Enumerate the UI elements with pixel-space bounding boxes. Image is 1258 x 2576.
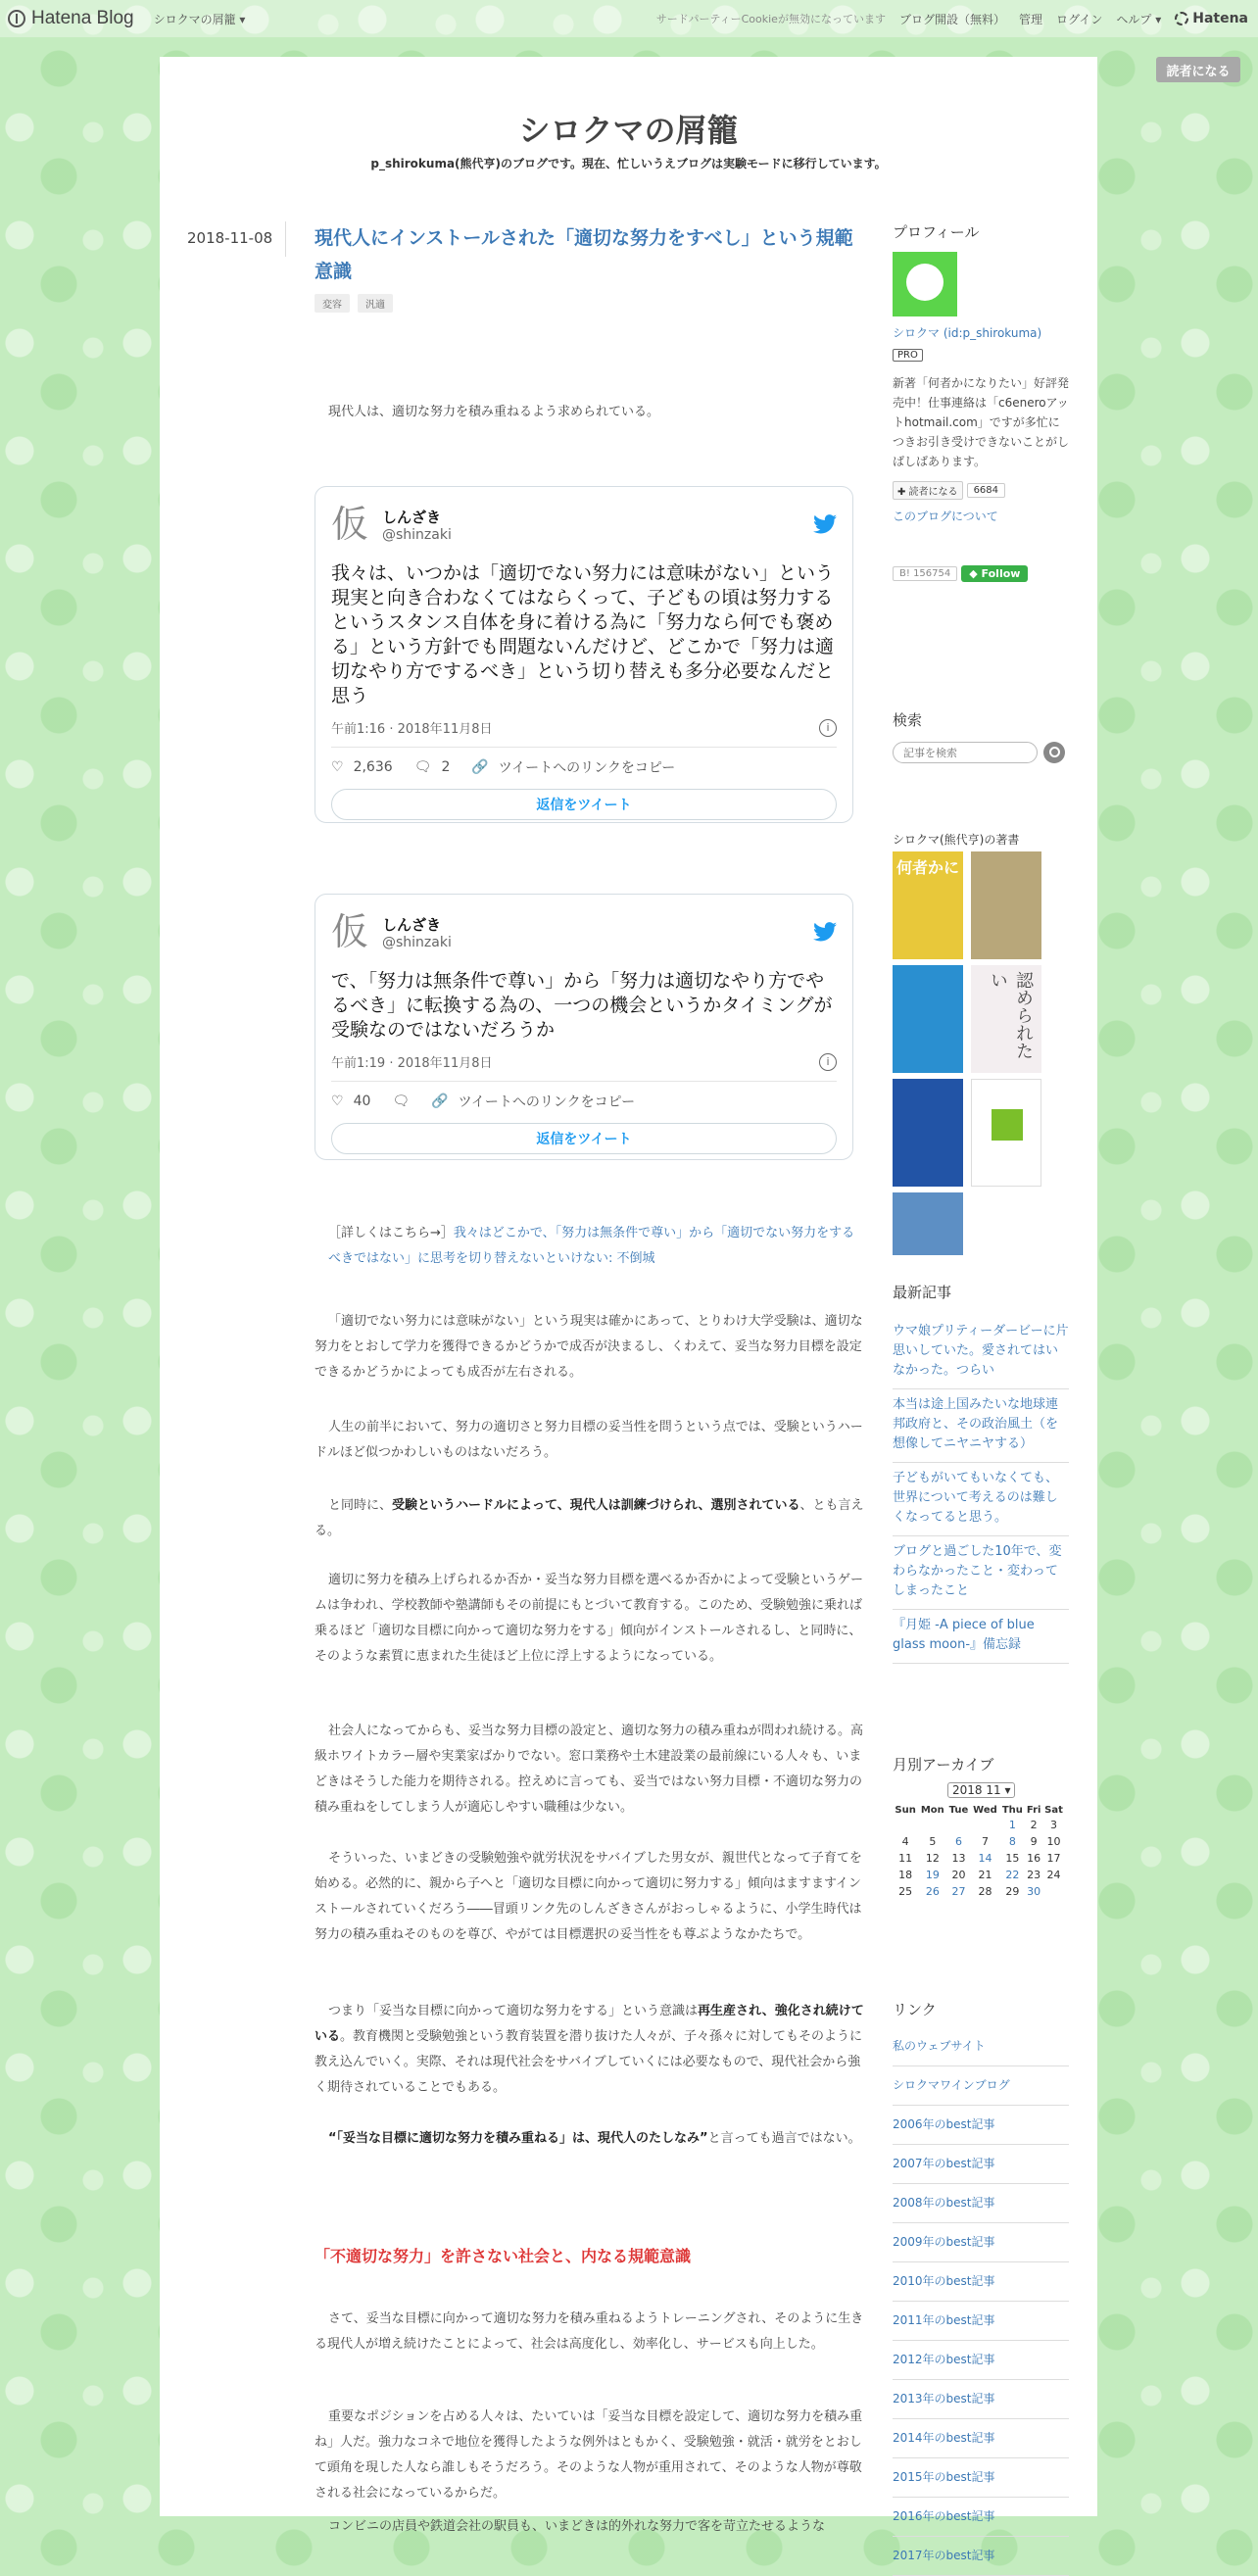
calendar-day: 4 xyxy=(901,1835,909,1848)
tweet-timestamp[interactable]: 午前1:16 · 2018年11月8日 xyxy=(331,722,493,737)
heart-icon: ♡ xyxy=(331,759,344,775)
hatena-icon xyxy=(1175,12,1188,25)
calendar-day-link[interactable]: 19 xyxy=(925,1869,940,1881)
tweet-author-name[interactable]: しんざき xyxy=(382,508,442,526)
section-heading: 「不適切な努力」を許さない社会と、内なる規範意識 xyxy=(314,2247,692,2265)
hatena-label: Hatena xyxy=(1192,11,1248,26)
recent-entry-link[interactable]: ブログと過ごした10年で、変わらなかったこと・変わってしまったこと xyxy=(893,1544,1062,1598)
calendar-day xyxy=(970,1817,999,1833)
tweet-avatar[interactable]: 仮 xyxy=(331,910,369,953)
calendar-day xyxy=(918,1817,946,1833)
emphasis-text: “「妥当な目標に適切な努力を積み重ねる」は、現代人のたしなみ” xyxy=(328,2131,708,2146)
book-cover[interactable] xyxy=(893,1192,963,1255)
calendar-day-link[interactable]: 26 xyxy=(925,1885,940,1898)
calendar-day xyxy=(893,1817,918,1833)
profile-module xyxy=(893,221,1069,582)
calendar-day: 15 xyxy=(1005,1852,1020,1865)
body-paragraph xyxy=(314,2126,865,2152)
calendar-day xyxy=(1042,1883,1065,1900)
weekday-header: Sat xyxy=(1044,1805,1063,1816)
open-blog-link[interactable]: ブログ開設（無料） xyxy=(898,12,1005,26)
entry-categories xyxy=(314,294,865,313)
tweet-timestamp[interactable]: 午前1:19 · 2018年11月8日 xyxy=(331,1056,493,1071)
book-cover[interactable] xyxy=(971,1079,1041,1187)
entry-title[interactable]: 現代人にインストールされた「適切な努力をすべし」という規範意識 xyxy=(314,227,853,282)
text-run: と同時に、 xyxy=(328,1498,393,1513)
month-select[interactable]: 2018 11 ▾ xyxy=(947,1782,1015,1798)
sidebar-link[interactable]: 2017年のbest記事 xyxy=(893,2549,995,2562)
weekday-header: Tue xyxy=(948,1805,969,1816)
recent-entry-link[interactable]: 子どもがいてもいなくても、世界について考えるのは難しくなってると思う。 xyxy=(893,1471,1059,1525)
sidebar-link[interactable]: 2011年のbest記事 xyxy=(893,2313,995,2327)
entry-date[interactable]: 2018-11-08 xyxy=(187,229,273,247)
calendar-day: 10 xyxy=(1046,1835,1061,1848)
calendar-day-link[interactable]: 14 xyxy=(978,1852,992,1865)
list-item xyxy=(893,2145,1069,2184)
heart-icon: ♡ xyxy=(331,1094,344,1109)
list-item xyxy=(893,2262,1069,2302)
book-cover[interactable]: 認められたい xyxy=(971,965,1041,1073)
calendar-day: 7 xyxy=(981,1835,989,1848)
pro-badge[interactable]: PRO xyxy=(893,349,923,362)
calendar-day-link[interactable]: 30 xyxy=(1027,1885,1041,1898)
recent-entry-link[interactable]: 本当は途上国みたいな地球連邦政府と、その政治風土（を想像してニヤニヤする） xyxy=(893,1397,1059,1451)
tweet-text: で、「努力は無条件で尊い」から「努力は適切なやり方でやるべき」に転換する為の、一つの機会というかタイミングが受験なのではないだろうか xyxy=(331,970,833,1041)
calendar-day: 18 xyxy=(898,1869,913,1881)
sidebar-link[interactable]: 2006年のbest記事 xyxy=(893,2117,995,2131)
tweet-text: 我々は、いつかは「適切でない努力には意味がない」という現実と向き合わなくてはならくって、子どもの頃は努力するというスタンス自体を身に着ける為に「努力なら何でも褒める」という方針でも問題ないんだけど、どこかで「努力は適切なやり方でするべき」という切り替えも多分必要なんだと思う xyxy=(331,562,835,706)
twitter-bird-icon[interactable] xyxy=(813,514,837,534)
date-divider xyxy=(285,221,286,257)
archive-calendar xyxy=(893,1804,1065,1900)
reply-action[interactable] xyxy=(392,1094,410,1109)
subscriber-count: 6684 xyxy=(967,483,1005,498)
search-module xyxy=(893,709,1069,763)
list-item xyxy=(893,2066,1069,2106)
tweet-author-handle[interactable]: @shinzaki xyxy=(382,934,452,950)
sidebar-link[interactable]: 2016年のbest記事 xyxy=(893,2509,995,2523)
list-item xyxy=(893,2419,1069,2458)
profile-id-link[interactable]: シロクマ (id:p_shirokuma) xyxy=(893,326,1042,340)
like-count: 40 xyxy=(353,1094,371,1109)
calendar-day: 23 xyxy=(1027,1869,1041,1881)
calendar-day: 9 xyxy=(1030,1835,1038,1848)
book-cover[interactable]: 何者かに xyxy=(893,851,963,959)
embedded-tweet xyxy=(314,486,853,823)
calendar-day: 20 xyxy=(951,1869,966,1881)
search-icon[interactable] xyxy=(1043,742,1065,763)
module-title: 最新記事 xyxy=(893,1284,952,1301)
archive-module xyxy=(893,1754,1069,1900)
info-icon[interactable]: i xyxy=(819,1053,837,1071)
twitter-bird-icon[interactable] xyxy=(813,922,837,942)
sidebar-link[interactable]: シロクマワインブログ xyxy=(893,2078,1010,2092)
list-item xyxy=(893,2380,1069,2419)
calendar-day: 28 xyxy=(978,1885,992,1898)
list-item xyxy=(893,2302,1069,2341)
copy-link-action[interactable] xyxy=(431,1092,635,1111)
body-paragraph xyxy=(314,1493,865,1544)
book-cover[interactable] xyxy=(893,1079,963,1187)
embedded-tweet xyxy=(314,894,853,1160)
list-item xyxy=(893,1389,1069,1463)
book-cover[interactable] xyxy=(893,965,963,1073)
feedly-icon: ◆ xyxy=(969,567,982,580)
text-run: 。教育機関と受験勉強という教育装置を潜り抜けた人々が、子々孫々に対してもそのように教え込んでいく。実際、それは現代社会をサバイブしていくには必要なもので、現代社会から強く期待されていることでもある。 xyxy=(314,2029,863,2095)
list-item xyxy=(893,2184,1069,2223)
hatebu-count[interactable]: B! 156754 xyxy=(893,566,957,581)
body-paragraph: さて、妥当な目標に向かって適切な努力を積み重ねるようトレーニングされ、そのように生きる現代人が増え続けたことによって、社会は高度化し、効率化し、サービスも向上した。 xyxy=(314,2311,864,2352)
hatebu-number: 156754 xyxy=(913,568,951,579)
calendar-day-link[interactable]: 8 xyxy=(1008,1835,1016,1848)
list-item xyxy=(893,2223,1069,2262)
comment-icon: 🗨 xyxy=(392,1094,411,1109)
tweet-author-handle[interactable]: @shinzaki xyxy=(382,526,452,543)
brand-name: Hatena Blog xyxy=(31,8,134,28)
tweet-avatar[interactable]: 仮 xyxy=(331,503,369,546)
recent-entries-module xyxy=(893,1282,1069,1664)
body-paragraph: 「適切でない努力には意味がない」という現実は確かにあって、とりわけ大学受験は、適切な努力をとおして学力を獲得できるかどうかで成否が決まるし、くわえて、妥当な努力目標を設定できるかどうかによっても成否が左右される。 xyxy=(314,1314,863,1380)
weekday-header: Fri xyxy=(1026,1805,1041,1816)
module-title: シロクマ(熊代亨)の著書 xyxy=(893,833,1020,847)
list-item xyxy=(893,2498,1069,2537)
follow-label: Follow xyxy=(981,567,1021,580)
comment-icon: 🗨 xyxy=(413,759,432,775)
emphasis-text: 再生産され、強化され続けている xyxy=(314,2004,864,2044)
admin-link[interactable]: 管理 xyxy=(1018,12,1042,26)
calendar-day: 16 xyxy=(1027,1852,1041,1865)
source-article-link[interactable]: 我々はどこかで、「努力は無条件で尊い」から「適切でない努力をするべきではない」に思考を切り替えないといけない: 不倒城 xyxy=(328,1226,855,1266)
copy-link-action[interactable] xyxy=(471,757,675,777)
reply-tweet-button[interactable]: 返信をツイート xyxy=(331,1123,837,1154)
like-action[interactable] xyxy=(331,1094,370,1109)
profile-bio: 新著「何者かになりたい」好評発売中！仕事連絡は「c6eneroアットhotmail.com」ですが多忙につきお引き受けできないことがしばしばあります。 xyxy=(893,376,1070,468)
module-title: 検索 xyxy=(893,711,923,729)
calendar-day: 21 xyxy=(978,1869,992,1881)
sidebar-link[interactable]: 2014年のbest記事 xyxy=(893,2431,995,2445)
list-item xyxy=(893,2458,1069,2498)
help-menu[interactable]: ヘルプ ▾ xyxy=(1116,12,1162,26)
blog-menu[interactable]: シロクマの屑籠 ▾ xyxy=(153,12,246,26)
hatena-logo-icon xyxy=(8,10,25,27)
sidebar-link[interactable]: 2010年のbest記事 xyxy=(893,2274,995,2288)
login-link[interactable]: ログイン xyxy=(1055,12,1103,26)
sidebar-link[interactable]: 2013年のbest記事 xyxy=(893,2392,995,2406)
text-run: と言っても過言ではない。 xyxy=(707,2131,861,2146)
sidebar-link[interactable]: 私のウェブサイト xyxy=(893,2039,986,2053)
sidebar-link[interactable]: 2008年のbest記事 xyxy=(893,2196,995,2210)
calendar-day: 5 xyxy=(929,1835,937,1848)
hatena-blog-logo[interactable] xyxy=(8,8,134,29)
body-paragraph: そういった、いまどきの受験勉強や就労状況をサバイブした男女が、親世代となって子育てを始める。必然的に、親から子へと「適切な目標に向かって適切に努力する」傾向はますますインストールされていくだろう――冒頭リンク先のしんざきさんがおっしゃるように、小学生時代は努力の積み重ねそのものを尊び、やがては目標選択の妥当性をも尊ぶようなかたちで。 xyxy=(314,1851,862,1942)
books-module xyxy=(893,831,1069,1255)
cookie-notice: サードパーティーCookieが無効になっています xyxy=(655,13,886,25)
weekday-header: Wed xyxy=(973,1805,997,1816)
copy-link-label: ツイートへのリンクをコピー xyxy=(498,760,676,776)
intro-paragraph: 現代人は、適切な努力を積み重ねるよう求められている。 xyxy=(328,405,660,419)
calendar-day xyxy=(946,1817,970,1833)
calendar-day: 13 xyxy=(951,1852,966,1865)
feedly-follow-button[interactable] xyxy=(961,565,1028,582)
subscribe-small-button[interactable]: ✚ 読者になる xyxy=(893,481,963,500)
calendar-day: 29 xyxy=(1005,1885,1020,1898)
recent-entry-link[interactable]: 『月姫 -A piece of blue glass moon-』備忘録 xyxy=(893,1618,1035,1652)
tweet-author-name[interactable]: しんざき xyxy=(382,915,442,934)
list-item xyxy=(893,2027,1069,2066)
module-title: リンク xyxy=(893,2001,937,2018)
links-module xyxy=(893,1999,1069,2576)
list-item xyxy=(893,2341,1069,2380)
reply-count: 2 xyxy=(441,759,451,775)
blog-title[interactable]: シロクマの屑籠 xyxy=(518,112,739,149)
recent-entry-link[interactable]: ウマ娘プリティーダービーに片思いしていた。愛されてはいなかった。つらい xyxy=(893,1324,1069,1378)
body-paragraph: 人生の前半において、努力の適切さと努力目標の妥当性を問うという点では、受験というハードルほど似つかわしいものはないだろう。 xyxy=(314,1420,863,1460)
blog-container xyxy=(160,57,1097,2562)
category-tag[interactable]: 汎適 xyxy=(358,294,393,313)
blog-description: p_shirokuma(熊代亨)のブログです。現在、忙しいうえブログは実験モードに移行しています。 xyxy=(370,157,887,170)
link-icon: 🔗 xyxy=(471,759,489,775)
like-count: 2,636 xyxy=(353,759,393,775)
search-input[interactable] xyxy=(893,742,1038,763)
list-item xyxy=(893,1463,1069,1536)
sidebar-link[interactable]: 2007年のbest記事 xyxy=(893,2157,995,2170)
avatar[interactable] xyxy=(893,252,957,316)
hatena-menu[interactable] xyxy=(1175,11,1248,26)
category-tag[interactable]: 変容 xyxy=(314,294,350,313)
emphasis-text: 受験というハードルによって、現代人は訓練づけられ、選別されている xyxy=(392,1498,800,1513)
calendar-day: 17 xyxy=(1046,1852,1061,1865)
about-blog-link[interactable]: このブログについて xyxy=(893,510,998,523)
reply-action[interactable] xyxy=(414,759,451,775)
source-prefix: ［詳しくはこちら→］ xyxy=(328,1226,454,1240)
module-title: 月別アーカイブ xyxy=(893,1756,994,1774)
book-cover[interactable] xyxy=(971,851,1041,959)
reply-tweet-button[interactable]: 返信をツイート xyxy=(331,789,837,820)
text-run: つまり「妥当な目標に向かって適切な努力をする」という意識は xyxy=(328,2004,699,2018)
weekday-header: Sun xyxy=(895,1805,916,1816)
sidebar-link[interactable]: 2015年のbest記事 xyxy=(893,2470,995,2484)
body-paragraph: 社会人になってからも、妥当な努力目標の設定と、適切な努力の積み重ねが問われ続ける。高級ホワイトカラー層や実業家ばかりでない。窓口業務や土木建設業の最前線にいる人々も、いまどきはそうした能力を期待される。控えめに言っても、妥当ではない努力目標・不適切な努力の積み重ねをしてしまう人が適応しやすい職種は少ない。 xyxy=(314,1724,864,1815)
body-paragraph xyxy=(314,1999,865,2101)
list-item xyxy=(893,2537,1069,2576)
weekday-header: Mon xyxy=(920,1805,944,1816)
module-title: プロフィール xyxy=(893,223,980,241)
weekday-header: Thu xyxy=(1001,1805,1023,1816)
body-paragraph: 適切に努力を積み上げられるか否か・妥当な努力目標を選べるか否かによって受験というゲームは争われ、学校教師や塾講師もその前提にもとづいて教育する。このため、受験勉強に乗れば乗るほど「適切な目標に向かって適切な努力をする」傾向がインストールされるし、と同時に、そのような素質に恵まれた生徒ほど上位に浮上するようになっている。 xyxy=(314,1573,864,1664)
link-icon: 🔗 xyxy=(431,1094,449,1109)
body-paragraph: コンビニの店員や鉄道会社の駅員も、いまどきは的外れな努力で客を苛立たせるような xyxy=(328,2519,826,2534)
calendar-day-link[interactable]: 27 xyxy=(951,1885,966,1898)
subscribe-button[interactable]: 読者になる xyxy=(1156,57,1240,82)
list-item xyxy=(893,1610,1069,1664)
list-item xyxy=(893,2106,1069,2145)
calendar-day: 24 xyxy=(1046,1869,1061,1881)
body-paragraph: 重要なポジションを占める人々は、たいていは「妥当な目標を設定して、適切な努力を積み重ね」人だ。強力なコネで地位を獲得したような例外はともかく、受験勉強・就活・就労をとおして頭角を現した人なら誰しもそうだろう。そのような人物が重用されて、そのような人物が尊敬される社会になっているからだ。 xyxy=(314,2409,863,2501)
global-header xyxy=(0,0,1258,37)
source-link-paragraph xyxy=(314,1221,865,1272)
like-action[interactable] xyxy=(331,759,393,775)
calendar-day: 2 xyxy=(1030,1819,1038,1831)
calendar-day: 3 xyxy=(1050,1819,1058,1831)
text-run: 、とも言える。 xyxy=(314,1498,864,1538)
sidebar-link[interactable]: 2012年のbest記事 xyxy=(893,2353,995,2366)
calendar-day: 12 xyxy=(925,1852,940,1865)
calendar-day-link[interactable]: 1 xyxy=(1008,1819,1016,1831)
list-item xyxy=(893,1316,1069,1389)
sidebar-link[interactable]: 2009年のbest記事 xyxy=(893,2235,995,2249)
list-item xyxy=(893,1536,1069,1610)
info-icon[interactable]: i xyxy=(819,719,837,737)
copy-link-label: ツイートへのリンクをコピー xyxy=(458,1094,636,1110)
calendar-day: 25 xyxy=(898,1885,913,1898)
calendar-day-link[interactable]: 22 xyxy=(1005,1869,1020,1881)
calendar-day: 11 xyxy=(898,1852,913,1865)
calendar-day-link[interactable]: 6 xyxy=(954,1835,962,1848)
article xyxy=(314,221,865,2534)
